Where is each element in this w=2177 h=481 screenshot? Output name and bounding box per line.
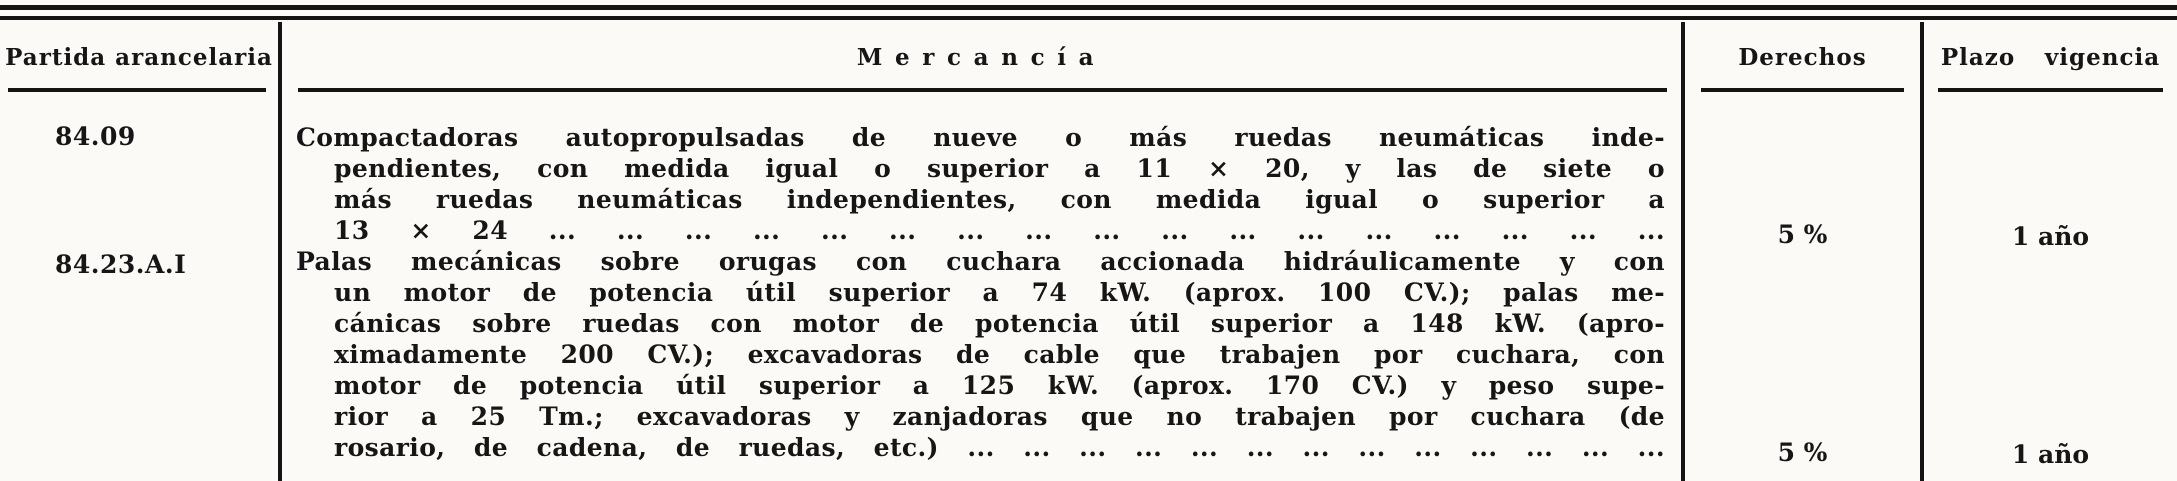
column-mercancia (278, 22, 1681, 481)
plazo-value-row-1: 1 año (2011, 222, 2090, 251)
column-header-plazo: Plazo vigencia (1940, 44, 2161, 71)
mercancia-row-1-line: pendientes, con medida igual o superior a 11 × 20, y las de siete o (334, 154, 1665, 183)
derechos-value-row-2: 5 % (1777, 438, 1828, 467)
column-partida-arancelaria (0, 22, 278, 481)
column-header-mercancia: Mercancía (856, 44, 1107, 71)
header-underline (1701, 88, 1904, 92)
mercancia-row-2-line: Palas mecánicas sobre orugas con cuchara accionada hidráulicamente y con (296, 247, 1665, 276)
mercancia-row-2-line: rior a 25 Tm.; excavadoras y zanjadoras que no trabajen por cuchara (de (334, 402, 1665, 431)
tariff-table (0, 22, 2177, 481)
mercancia-row-1-line: más ruedas neumáticas independientes, con medida igual o superior a (334, 185, 1665, 214)
mercancia-row-2-line: ximadamente 200 CV.); excavadoras de cable que trabajen por cuchara, con (334, 340, 1665, 369)
mercancia-text-block (296, 122, 1665, 463)
header-underline (298, 88, 1667, 92)
column-derechos (1681, 22, 1920, 481)
column-header-partida: Partida arancelaria (5, 44, 273, 71)
top-double-rule-line-1 (0, 5, 2177, 10)
partida-code-row-2: 84.23.A.I (55, 250, 187, 279)
top-double-rule-line-2 (0, 16, 2177, 20)
header-underline (1938, 88, 2163, 92)
derechos-value-row-1: 5 % (1777, 220, 1828, 249)
mercancia-row-2-line: motor de potencia útil superior a 125 kW. (aprox. 170 CV.) y peso supe- (334, 371, 1665, 400)
mercancia-row-2-line: cánicas sobre ruedas con motor de potencia útil superior a 148 kW. (apro- (334, 309, 1665, 338)
plazo-value-row-2: 1 año (2011, 440, 2090, 469)
mercancia-row-1-line: Compactadoras autopropulsadas de nueve o más ruedas neumáticas inde- (296, 123, 1665, 152)
mercancia-row-2-line: un motor de potencia útil superior a 74 kW. (aprox. 100 CV.); palas me- (334, 278, 1665, 307)
column-header-derechos: Derechos (1738, 44, 1867, 71)
partida-code-row-1: 84.09 (55, 122, 136, 151)
mercancia-row-2-line: rosario, de cadena, de ruedas, etc.) ... ... ... ... ... ... ... ... ... ... ... ... ... (334, 433, 1665, 462)
mercancia-row-1-line: 13 × 24 ... ... ... ... ... ... ... ... ... ... ... ... ... ... ... ... ... (334, 216, 1665, 245)
column-plazo-vigencia (1920, 22, 2177, 481)
header-underline (8, 88, 266, 92)
